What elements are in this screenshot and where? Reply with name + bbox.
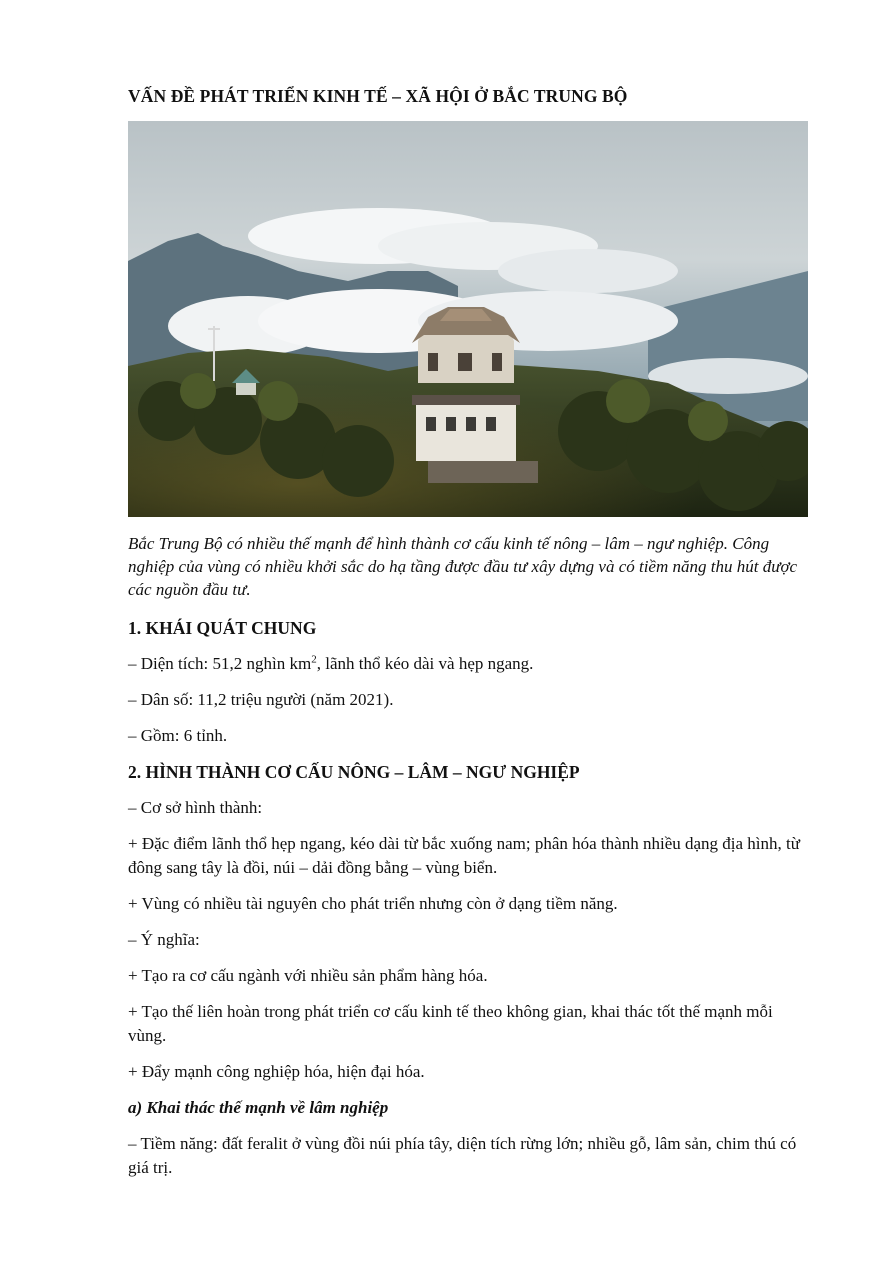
meaning-point-2: + Tạo thế liên hoàn trong phát triển cơ cấu kinh tế theo không gian, khai thác tốt thế mạnh mỗi vùng. xyxy=(128,1002,773,1045)
photo-caption: Bắc Trung Bộ có nhiều thế mạnh để hình thành cơ cấu kinh tế nông – lâm – ngư nghiệp. Công nghiệp của vùng có nhiều khởi sắc do hạ tầng được đầu tư xây dựng và có tiềm năng thu hút được các nguồn đầu tư. xyxy=(128,534,798,599)
provinces-line: – Gồm: 6 tỉnh. xyxy=(128,726,228,745)
subsection-a-heading: a) Khai thác thế mạnh về lâm nghiệp xyxy=(128,1098,389,1117)
meaning-point-1: + Tạo ra cơ cấu ngành với nhiều sản phẩm hàng hóa. xyxy=(128,966,488,985)
potential-line: – Tiềm năng: đất feralit ở vùng đồi núi phía tây, diện tích rừng lớn; nhiều gỗ, lâm sản, chim thú có giá trị. xyxy=(128,1134,797,1177)
section-2-heading: 2. HÌNH THÀNH CƠ CẤU NÔNG – LÂM – NGƯ NGHIỆP xyxy=(128,762,580,782)
basis-line: – Cơ sở hình thành: xyxy=(128,798,263,817)
area-suffix: , lãnh thổ kéo dài và hẹp ngang. xyxy=(316,654,534,673)
document-title: VẤN ĐỀ PHÁT TRIỂN KINH TẾ – XÃ HỘI Ở BẮC TRUNG BỘ xyxy=(128,86,628,106)
section-1-heading: 1. KHÁI QUÁT CHUNG xyxy=(128,618,317,638)
area-line xyxy=(128,652,808,676)
area-superscript: 2 xyxy=(311,653,317,666)
meaning-point-3: + Đẩy mạnh công nghiệp hóa, hiện đại hóa. xyxy=(128,1062,425,1081)
meaning-line: – Ý nghĩa: xyxy=(128,930,200,949)
population-line: – Dân số: 11,2 triệu người (năm 2021). xyxy=(128,690,394,709)
landscape-photo xyxy=(128,121,808,517)
basis-point-1: + Đặc điểm lãnh thổ hẹp ngang, kéo dài từ bắc xuống nam; phân hóa thành nhiều dạng địa hình, từ đông sang tây là đồi, núi – dải đồng bằng – vùng biển. xyxy=(128,834,800,877)
area-prefix: – Diện tích: 51,2 nghìn km xyxy=(128,654,312,673)
basis-point-2: + Vùng có nhiều tài nguyên cho phát triển nhưng còn ở dạng tiềm năng. xyxy=(128,894,618,913)
